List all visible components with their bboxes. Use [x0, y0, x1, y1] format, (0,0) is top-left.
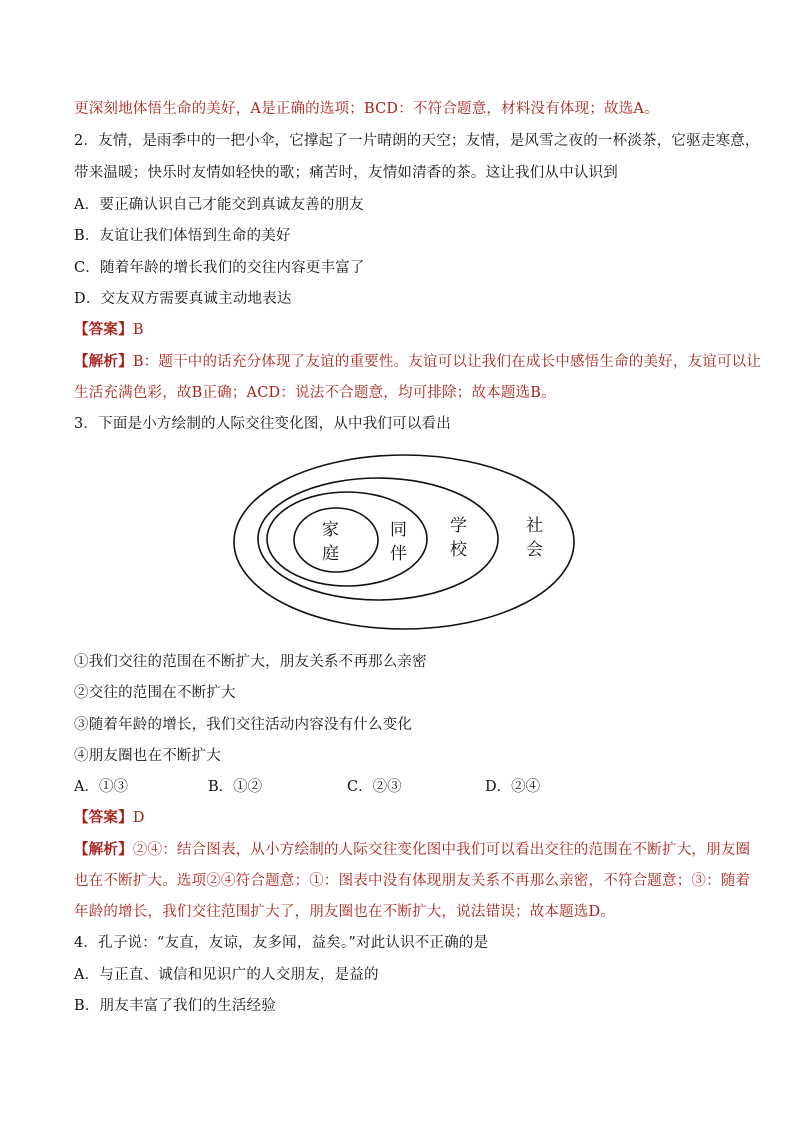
answer-tag: 【答案】 — [74, 321, 133, 338]
q3-stem: 3．下面是小方绘制的人际交往变化图，从中我们可以看出 — [74, 416, 451, 432]
ring-society — [234, 455, 574, 629]
ring2-char1: 同 — [390, 520, 407, 540]
ring4-char2: 会 — [526, 540, 543, 560]
q3-statement-1: ①我们交往的范围在不断扩大，朋友关系不再那么亲密 — [74, 654, 427, 670]
analysis-text: B：题干中的话充分体现了友谊的重要性。友谊可以让我们在成长中感悟生命的美好，友谊可以让 — [132, 354, 762, 370]
q3-statement-2: ②交往的范围在不断扩大 — [74, 685, 236, 701]
q2-option-a: A．要正确认识自己才能交到真诚友善的朋友 — [74, 197, 364, 213]
q3-analysis-line1 — [74, 840, 750, 860]
q3-choice-c: C．②③ — [347, 779, 402, 795]
q3-choice-b: B．①② — [208, 779, 263, 795]
q3-statement-3: ③随着年龄的增长，我们交往活动内容没有什么变化 — [74, 717, 413, 733]
analysis-tag: 【解析】 — [74, 353, 133, 370]
q4-option-b: B．朋友丰富了我们的生活经验 — [74, 998, 276, 1014]
interpersonal-circles-diagram — [230, 452, 580, 634]
ring1-char2: 庭 — [322, 544, 339, 564]
ring2-char2: 伴 — [390, 544, 407, 564]
answer-tag: 【答案】 — [74, 809, 133, 826]
ring3-char1: 学 — [450, 516, 467, 536]
q3-statement-4: ④朋友圈也在不断扩大 — [74, 748, 221, 764]
q3-choice-d: D．②④ — [485, 779, 541, 795]
answer-value: D — [132, 810, 145, 826]
q2-option-c: C．随着年龄的增长我们的交往内容更丰富了 — [74, 260, 365, 276]
q3-answer — [74, 808, 145, 828]
q2-stem-line2: 带来温暖；快乐时友情如轻快的歌；痛苦时，友情如清香的茶。这让我们从中认识到 — [74, 165, 618, 181]
q1-analysis-tail: 更深刻地体悟生命的美好，A是正确的选项；BCD：不符合题意，材料没有体现；故选A。 — [74, 101, 659, 117]
q2-analysis-line2: 生活充满色彩，故B正确；ACD：说法不合题意，均可排除；故本题选B。 — [74, 385, 556, 401]
q3-analysis-line2: 也在不断扩大。选项②④符合题意；①：图表中没有体现朋友关系不再那么亲密，不符合题意；③：随着 — [74, 873, 751, 889]
q2-option-d: D．交友双方需要真诚主动地表达 — [74, 291, 292, 307]
ring4-char1: 社 — [526, 516, 543, 536]
q2-answer — [74, 320, 144, 340]
ring3-char2: 校 — [450, 540, 467, 560]
q4-option-a: A．与正直、诚信和见识广的人交朋友，是益的 — [74, 967, 379, 983]
q2-option-b: B．友谊让我们体悟到生命的美好 — [74, 228, 291, 244]
answer-value: B — [132, 322, 144, 338]
q2-analysis-line1 — [74, 352, 761, 372]
analysis-tag: 【解析】 — [74, 841, 133, 858]
q2-stem-line1: 2．友情，是雨季中的一把小伞，它撑起了一片晴朗的天空；友情，是风雪之夜的一杯淡茶，它驱走寒意， — [74, 133, 760, 149]
q3-analysis-line3: 年龄的增长，我们交往范围扩大了，朋友圈也在不断扩大，说法错误；故本题选D。 — [74, 904, 616, 920]
ring1-char1: 家 — [322, 520, 339, 540]
analysis-text: ②④：结合图表，从小方绘制的人际交往变化图中我们可以看出交往的范围在不断扩大，朋友圈 — [132, 842, 751, 858]
q3-choice-a: A．①③ — [74, 779, 128, 795]
q4-stem: 4．孔子说：“友直，友谅，友多闻，益矣。”对此认识不正确的是 — [74, 935, 489, 951]
